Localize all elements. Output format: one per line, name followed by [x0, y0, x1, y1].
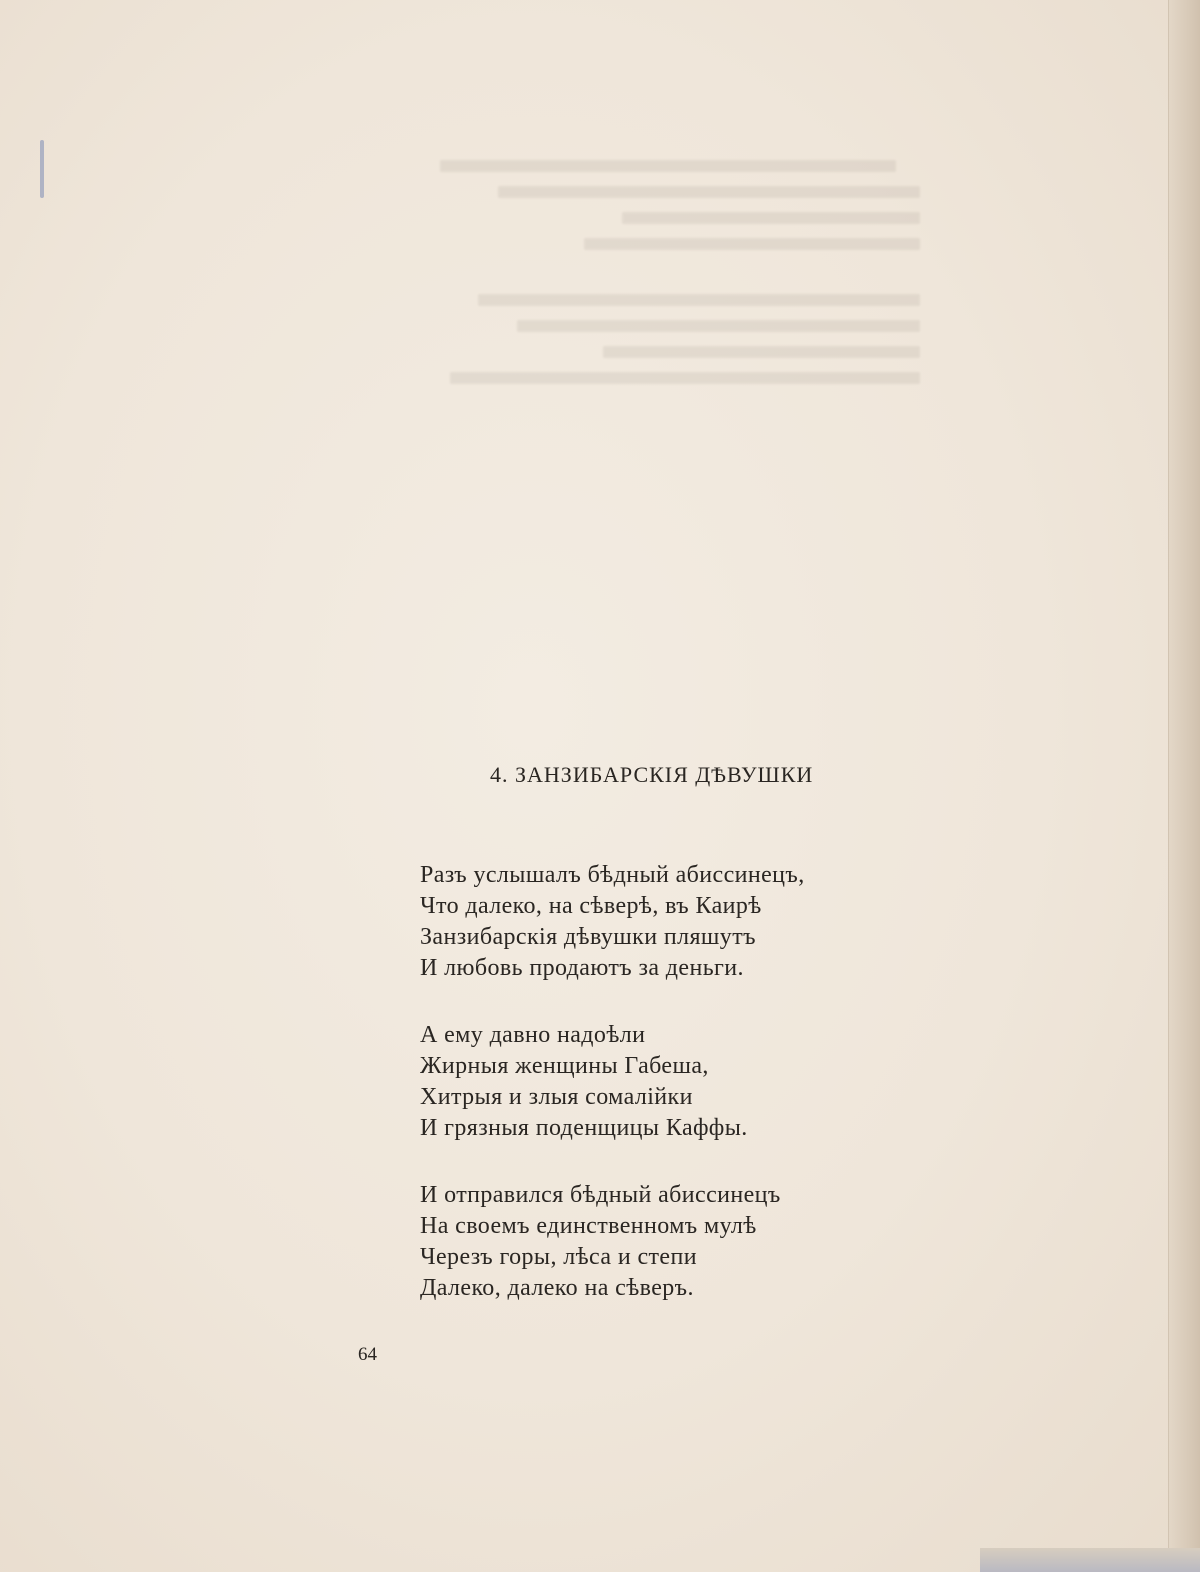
poem-title: 4. ЗАНЗИБАРСКІЯ ДѢВУШКИ [490, 762, 814, 787]
stanza [420, 1180, 805, 1304]
show-through-text [440, 160, 920, 460]
poem-line: Далеко, далеко на сѣверъ. [420, 1275, 694, 1301]
poem-line: И грязныя поденщицы Каффы. [420, 1115, 748, 1141]
stanza [420, 860, 805, 984]
poem-line: Жирныя женщины Габеша, [420, 1053, 709, 1079]
poem-line: Занзибарскія дѣвушки пляшутъ [420, 924, 756, 950]
poem-line: И отправился бѣдный абиссинецъ [420, 1182, 781, 1208]
poem-line: А ему давно надоѣли [420, 1022, 646, 1048]
poem-line: Что далеко, на сѣверѣ, въ Каирѣ [420, 893, 762, 919]
poem-line: Черезъ горы, лѣса и степи [420, 1244, 697, 1270]
page-edge [1168, 0, 1200, 1572]
poem-line: Разъ услышалъ бѣдный абиссинецъ, [420, 862, 805, 888]
poem-line: Хитрыя и злыя сомалійки [420, 1084, 693, 1110]
poem-body [420, 860, 805, 1340]
poem-line: На своемъ единственномъ мулѣ [420, 1213, 757, 1239]
ink-mark [40, 140, 44, 198]
stanza [420, 1020, 805, 1144]
page-number: 64 [358, 1344, 377, 1365]
scan-edge [980, 1548, 1200, 1572]
poem-line: И любовь продаютъ за деньги. [420, 955, 744, 981]
